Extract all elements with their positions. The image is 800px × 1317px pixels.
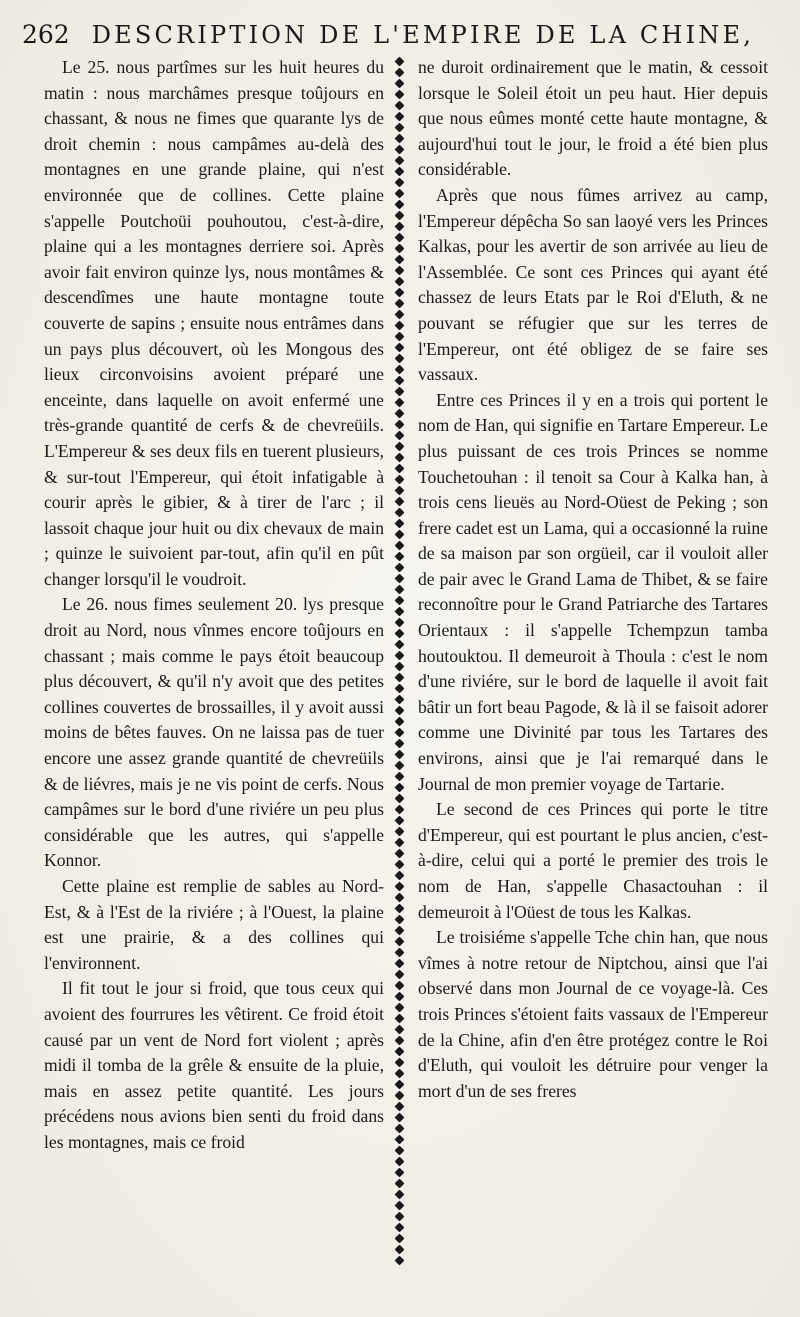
ornament-dot (394, 1201, 404, 1211)
ornament-dot (394, 475, 404, 485)
ornament-dot (394, 629, 404, 639)
paragraph: ne duroit ordinairement que le matin, & cessoit lorsque le Soleil étoit un peu haut. Hier depuis que nous eûmes monté cette haute montagne, & aujourd'hui tout le jour, le froid a été bien plus considérable. (418, 57, 768, 180)
ornament-dot (394, 849, 404, 859)
ornament-dot (394, 684, 404, 694)
ornament-dot (394, 387, 404, 397)
ornament-dot (394, 431, 404, 441)
ornament-dot (394, 376, 404, 386)
ornament-dot (394, 1179, 404, 1189)
ornament-dot (394, 145, 404, 155)
ornament-dot (394, 904, 404, 914)
ornament-dot (394, 585, 404, 595)
ornament-dot (394, 948, 404, 958)
ornament-dot (394, 519, 404, 529)
ornament-dot (394, 1245, 404, 1255)
ornament-dot (394, 101, 404, 111)
paragraph: Il fit tout le jour si froid, que tous ceux qui avoient des fourrures les vêtirent. Ce froid étoit causé par un vent de Nord fort violent ; après midi il tomba de la grêle & ensuite de la pluie, mais en assez petite quantité. Les jours précédens nous avions bien senti du froid dans les montagnes, mais ce froid (44, 978, 384, 1152)
ornament-dot (394, 1069, 404, 1079)
ornament-dot (394, 750, 404, 760)
right-column (418, 55, 768, 1104)
ornament-dot (394, 112, 404, 122)
running-title: DESCRIPTION DE L'EMPIRE DE LA CHINE, (91, 21, 755, 49)
ornament-dot (394, 761, 404, 771)
left-column (44, 55, 384, 1156)
ornament-dot (394, 926, 404, 936)
ornament-dot (394, 1091, 404, 1101)
ornament-dot (394, 189, 404, 199)
ornament-dot (394, 57, 404, 67)
ornament-dot (394, 255, 404, 265)
ornament-dot (394, 717, 404, 727)
ornament-dot (394, 1234, 404, 1244)
ornament-dot (394, 299, 404, 309)
ornament-dot (394, 552, 404, 562)
ornament-dot (394, 574, 404, 584)
ornament-dot (394, 266, 404, 276)
ornament-dot (394, 365, 404, 375)
ornament-dot (394, 222, 404, 232)
ornament-dot (394, 398, 404, 408)
ornament-dot (394, 1036, 404, 1046)
ornament-dot (394, 816, 404, 826)
ornament-dot (394, 233, 404, 243)
ornament-dot (394, 453, 404, 463)
ornament-dot (394, 607, 404, 617)
ornament-dot (394, 882, 404, 892)
ornament-dot (394, 167, 404, 177)
ornament-dot (394, 959, 404, 969)
ornament-dot (394, 915, 404, 925)
running-head (22, 20, 770, 54)
ornament-dot (394, 200, 404, 210)
ornament-dot (394, 244, 404, 254)
ornament-dot (394, 332, 404, 342)
ornament-dot (394, 1223, 404, 1233)
ornament-dot (394, 156, 404, 166)
ornament-dot (394, 695, 404, 705)
ornament-dot (394, 1256, 404, 1266)
ornament-dot (394, 464, 404, 474)
ornament-dot (394, 530, 404, 540)
ornament-dot (394, 970, 404, 980)
ornament-dot (394, 134, 404, 144)
paragraph: Après que nous fûmes arrivez au camp, l'Empereur dépêcha So san laoyé vers les Princes Kalkas, pour les avertir de son arrivée au lieu de l'Assemblée. Ce sont ces Princes qui ayant été chassez de leurs Etats par le Roi d'Eluth, & ne pouvant se réfugier que sur les terres de l'Empereur, ont été obligez de se faire ses vassaux. (418, 184, 768, 385)
ornament-dot (394, 640, 404, 650)
ornament-dot (394, 508, 404, 518)
ornament-dot (394, 937, 404, 947)
ornament-dot (394, 563, 404, 573)
ornament-dot (394, 277, 404, 287)
paragraph: Cette plaine est remplie de sables au Nord-Est, & à l'Est de la riviére ; à l'Ouest, la plaine est une prairie, & a des collines qui l'environnent. (44, 876, 384, 973)
ornament-dot (394, 992, 404, 1002)
ornament-dot (394, 860, 404, 870)
paragraph: Le 25. nous partîmes sur les huit heures du matin : nous marchâmes presque toûjours en chassant, & nous ne fimes que quarante lys de droit chemin : nous campâmes au-delà des montagnes en une grande plaine, qui n'est environnée que de collines. Cette plaine s'appelle Poutchoüi pouhoutou, c'est-à-dire, plaine qui a les montagnes derriere soi. Après avoir fait environ quinze lys, nous montâmes & descendîmes une haute montagne toute couverte de sapins ; ensuite nous entrâmes dans un pays plus découvert, où les Mongous des lieux circonvoisins avoient préparé une enceinte, dans laquelle on avoit enfermé une très-grande quantité de cerfs & de chevreüils. L'Empereur & ses deux fils en tuerent plusieurs, & sur-tout l'Empereur, qui étoit infatigable à courir après le gibier, & à tirer de l'arc ; il lassoit chaque jour huit ou dix chevaux de main ; quinze le suivoient par-tout, afin qu'il en pût changer lorsqu'il le voudroit. (44, 57, 384, 589)
ornament-dot (394, 541, 404, 551)
ornament-dot (394, 321, 404, 331)
ornament-dot (394, 486, 404, 496)
ornament-dot (394, 343, 404, 353)
ornament-dot (394, 68, 404, 78)
ornament-dot (394, 1080, 404, 1090)
ornament-dot (394, 1025, 404, 1035)
ornament-dot (394, 442, 404, 452)
ornament-dot (394, 211, 404, 221)
ornament-dot (394, 651, 404, 661)
ornament-dot (394, 497, 404, 507)
ornament-dot (394, 123, 404, 133)
paragraph: Entre ces Princes il y en a trois qui portent le nom de Han, qui signifie en Tartare Empereur. Le plus puissant de ces trois Princes se nomme Touchetouhan : il tenoit sa Cour à Kalka han, à trois cens lieuës au Nord-Oüest de Peking ; son frere cadet est un Lama, qui a occasionné la ruine de sa maison par son orgüeil, car il vouloit aller de pair avec le Grand Lama de Thibet, & se faire reconnoître pour le Grand Patriarche des Tartares Orientaux : il s'appelle Tchempzun tamba houtouktou. Il demeuroit à Thoula : c'est le nom d'une riviére, sur le bord de laquelle il avoit fait bâtir un fort beau Pagode, & là il se faisoit adorer comme une Divinité par tous les Tartares des environs, ainsi que je l'ai remarqué dans le Journal de mon premier voyage de Tartarie. (418, 389, 768, 794)
ornament-dot (394, 618, 404, 628)
ornament-dot (394, 981, 404, 991)
ornament-dot (394, 178, 404, 188)
ornament-dot (394, 739, 404, 749)
ornament-dot (394, 596, 404, 606)
ornament-dot (394, 1124, 404, 1134)
ornament-dot (394, 288, 404, 298)
ornament-dot (394, 827, 404, 837)
ornament-dot (394, 1014, 404, 1024)
ornament-dot (394, 1102, 404, 1112)
ornament-dot (394, 728, 404, 738)
ornamental-column-divider (390, 56, 408, 1306)
ornament-dot (394, 90, 404, 100)
ornament-dot (394, 893, 404, 903)
ornament-dot (394, 1058, 404, 1068)
ornament-dot (394, 1047, 404, 1057)
ornament-dot (394, 310, 404, 320)
ornament-dot (394, 662, 404, 672)
ornament-dot (394, 1003, 404, 1013)
ornament-dot (394, 1157, 404, 1167)
ornament-dot (394, 1190, 404, 1200)
ornament-dot (394, 706, 404, 716)
ornament-dot (394, 783, 404, 793)
ornament-dot (394, 1146, 404, 1156)
ornament-dot (394, 794, 404, 804)
paragraph: Le 26. nous fimes seulement 20. lys presque droit au Nord, nous vînmes encore toûjours en chassant ; mais comme le pays étoit beaucoup plus découvert, & qu'il n'y avoit que des petites collines couvertes de brossailles, il y avoit aussi moins de bêtes fauves. On ne laissa pas de tuer encore une assez grande quantité de chevreüils & de liévres, mais je ne vis point de cerfs. Nous campâmes sur le bord d'une riviére un peu plus considérable que les autres, qui s'appelle Konnor. (44, 594, 384, 871)
page-number: 262 (22, 20, 70, 49)
ornament-dot (394, 1113, 404, 1123)
ornament-dot (394, 871, 404, 881)
ornament-dot (394, 1135, 404, 1145)
ornament-dot (394, 1212, 404, 1222)
ornament-dot (394, 1168, 404, 1178)
ornament-dot (394, 79, 404, 89)
paragraph: Le second de ces Princes qui porte le titre d'Empereur, qui est pourtant le plus ancien, c'est-à-dire, celui qui a porté le premier des trois le nom de Han, s'appelle Chasactouhan : il demeuroit à l'Oüest de tous les Kalkas. (418, 799, 768, 922)
ornament-dot (394, 805, 404, 815)
ornament-dot (394, 354, 404, 364)
ornament-dot (394, 420, 404, 430)
ornament-dot (394, 838, 404, 848)
ornament-dot (394, 772, 404, 782)
ornament-dot (394, 673, 404, 683)
paragraph: Le troisiéme s'appelle Tche chin han, que nous vîmes à notre retour de Niptchou, ainsi que l'ai observé dans mon Journal de ce voyage-là. Ces trois Princes s'étoient faits vassaux de l'Empereur de la Chine, afin d'en être protégez contre le Roi d'Eluth, qui vouloit les détruire pour venger la mort d'un de ses freres (418, 927, 768, 1101)
ornament-dot (394, 409, 404, 419)
